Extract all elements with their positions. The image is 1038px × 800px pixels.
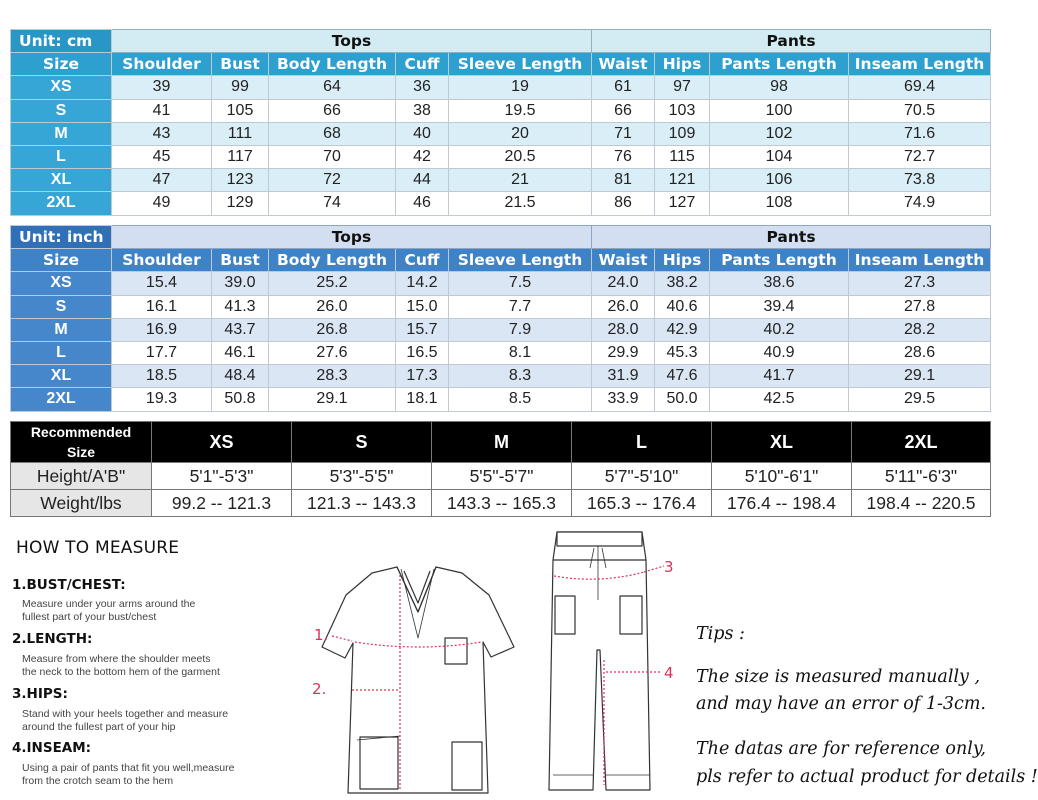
value-cell: 72	[269, 169, 396, 192]
table-row	[11, 272, 991, 295]
recommended-label-line2: Size	[66, 444, 95, 460]
tips-line: and may have an error of 1-3cm.	[696, 694, 986, 714]
column-header: Body Length	[269, 53, 396, 76]
size-cell: XL	[11, 365, 112, 388]
step-desc-line: from the crotch seam to the hem	[22, 775, 174, 787]
value-cell: 43.7	[212, 318, 269, 341]
height-label: Height/A'B"	[11, 463, 152, 490]
value-cell: 29.5	[849, 388, 991, 411]
value-cell: 42	[396, 145, 449, 168]
step-desc-line: around the fullest part of your hip	[22, 721, 176, 733]
value-cell: 74.9	[849, 192, 991, 215]
size-cell: XS	[11, 76, 112, 99]
step-inseam-description	[22, 762, 272, 788]
value-cell: 31.9	[592, 365, 655, 388]
value-cell: 71	[592, 122, 655, 145]
weight-value: 143.3 -- 165.3	[432, 490, 572, 517]
recommended-size-label	[11, 422, 152, 463]
value-cell: 76	[592, 145, 655, 168]
value-cell: 20.5	[449, 145, 592, 168]
step-hips-heading: 3.HIPS:	[12, 686, 68, 702]
value-cell: 115	[655, 145, 710, 168]
value-cell: 127	[655, 192, 710, 215]
marker-inseam: 4	[664, 664, 674, 682]
value-cell: 103	[655, 99, 710, 122]
table-row	[11, 76, 991, 99]
value-cell: 44	[396, 169, 449, 192]
value-cell: 27.8	[849, 295, 991, 318]
value-cell: 39	[112, 76, 212, 99]
column-header: Body Length	[269, 249, 396, 272]
value-cell: 29.1	[269, 388, 396, 411]
table-row	[11, 388, 991, 411]
table-row	[11, 341, 991, 364]
table-row	[11, 295, 991, 318]
column-header: Cuff	[396, 53, 449, 76]
value-cell: 41	[112, 99, 212, 122]
size-table-inch	[10, 225, 991, 412]
value-cell: 19.3	[112, 388, 212, 411]
step-hips-description	[22, 708, 272, 734]
size-cell: L	[11, 341, 112, 364]
size-cell: 2XL	[11, 388, 112, 411]
pants-group-header: Pants	[592, 30, 991, 53]
value-cell: 71.6	[849, 122, 991, 145]
value-cell: 68	[269, 122, 396, 145]
value-cell: 29.1	[849, 365, 991, 388]
value-cell: 21.5	[449, 192, 592, 215]
value-cell: 43	[112, 122, 212, 145]
value-cell: 109	[655, 122, 710, 145]
how-to-measure-title: HOW TO MEASURE	[16, 538, 180, 558]
value-cell: 8.1	[449, 341, 592, 364]
value-cell: 123	[212, 169, 269, 192]
weight-value: 176.4 -- 198.4	[712, 490, 852, 517]
height-value: 5'10"-6'1"	[712, 463, 852, 490]
value-cell: 47	[112, 169, 212, 192]
weight-value: 121.3 -- 143.3	[292, 490, 432, 517]
value-cell: 27.3	[849, 272, 991, 295]
value-cell: 47.6	[655, 365, 710, 388]
tips-line: The size is measured manually ,	[696, 667, 981, 687]
value-cell: 46.1	[212, 341, 269, 364]
value-cell: 40.9	[710, 341, 849, 364]
value-cell: 20	[449, 122, 592, 145]
table-row	[11, 192, 991, 215]
value-cell: 81	[592, 169, 655, 192]
step-desc-line: Stand with your heels together and measure	[22, 708, 229, 720]
column-header: Sleeve Length	[449, 53, 592, 76]
value-cell: 50.0	[655, 388, 710, 411]
value-cell: 15.4	[112, 272, 212, 295]
unit-label: Unit: cm	[11, 30, 112, 53]
value-cell: 27.6	[269, 341, 396, 364]
value-cell: 28.0	[592, 318, 655, 341]
table-row	[11, 122, 991, 145]
value-cell: 104	[710, 145, 849, 168]
column-header: Sleeve Length	[449, 249, 592, 272]
table-row	[11, 169, 991, 192]
step-desc-line: Measure under your arms around the	[22, 598, 196, 610]
recommended-size-header: L	[572, 422, 712, 463]
table-row	[11, 318, 991, 341]
recommended-size-header: 2XL	[852, 422, 991, 463]
scrub-top-icon	[322, 567, 514, 793]
column-header: Size	[11, 53, 112, 76]
column-header: Size	[11, 249, 112, 272]
value-cell: 16.1	[112, 295, 212, 318]
marker-hips: 3	[664, 558, 674, 576]
height-value: 5'3"-5'5"	[292, 463, 432, 490]
value-cell: 100	[710, 99, 849, 122]
value-cell: 50.8	[212, 388, 269, 411]
recommended-size-header: M	[432, 422, 572, 463]
size-cell: S	[11, 99, 112, 122]
value-cell: 19.5	[449, 99, 592, 122]
size-cell: 2XL	[11, 192, 112, 215]
value-cell: 26.0	[269, 295, 396, 318]
value-cell: 39.4	[710, 295, 849, 318]
weight-row	[11, 490, 991, 517]
height-value: 5'5"-5'7"	[432, 463, 572, 490]
value-cell: 70	[269, 145, 396, 168]
value-cell: 45	[112, 145, 212, 168]
weight-label: Weight/lbs	[11, 490, 152, 517]
size-cell: L	[11, 145, 112, 168]
value-cell: 29.9	[592, 341, 655, 364]
height-row	[11, 463, 991, 490]
column-header: Inseam Length	[849, 249, 991, 272]
value-cell: 121	[655, 169, 710, 192]
size-cell: S	[11, 295, 112, 318]
value-cell: 69.4	[849, 76, 991, 99]
column-header: Hips	[655, 249, 710, 272]
value-cell: 7.9	[449, 318, 592, 341]
height-value: 5'1"-5'3"	[152, 463, 292, 490]
value-cell: 45.3	[655, 341, 710, 364]
value-cell: 42.9	[655, 318, 710, 341]
size-cell: XS	[11, 272, 112, 295]
value-cell: 8.3	[449, 365, 592, 388]
scrub-pants-icon	[549, 532, 650, 790]
step-desc-line: the neck to the bottom hem of the garment	[22, 666, 220, 678]
value-cell: 38.2	[655, 272, 710, 295]
value-cell: 7.7	[449, 295, 592, 318]
column-header: Bust	[212, 53, 269, 76]
height-value: 5'11"-6'3"	[852, 463, 991, 490]
value-cell: 40	[396, 122, 449, 145]
tops-group-header: Tops	[112, 30, 592, 53]
size-cell: M	[11, 318, 112, 341]
value-cell: 7.5	[449, 272, 592, 295]
column-header: Cuff	[396, 249, 449, 272]
pants-group-header: Pants	[592, 226, 991, 249]
table-row	[11, 365, 991, 388]
column-header: Hips	[655, 53, 710, 76]
tops-group-header: Tops	[112, 226, 592, 249]
value-cell: 38	[396, 99, 449, 122]
value-cell: 19	[449, 76, 592, 99]
recommended-size-header: XS	[152, 422, 292, 463]
value-cell: 15.7	[396, 318, 449, 341]
step-length-heading: 2.LENGTH:	[12, 631, 93, 647]
value-cell: 41.3	[212, 295, 269, 318]
column-header: Inseam Length	[849, 53, 991, 76]
value-cell: 40.6	[655, 295, 710, 318]
tips-line: pls refer to actual product for details !	[696, 767, 1038, 787]
value-cell: 105	[212, 99, 269, 122]
value-cell: 26.8	[269, 318, 396, 341]
value-cell: 108	[710, 192, 849, 215]
value-cell: 25.2	[269, 272, 396, 295]
value-cell: 26.0	[592, 295, 655, 318]
height-value: 5'7"-5'10"	[572, 463, 712, 490]
value-cell: 36	[396, 76, 449, 99]
value-cell: 16.5	[396, 341, 449, 364]
value-cell: 17.3	[396, 365, 449, 388]
value-cell: 24.0	[592, 272, 655, 295]
marker-bust: 1.	[314, 626, 329, 644]
weight-value: 99.2 -- 121.3	[152, 490, 292, 517]
value-cell: 41.7	[710, 365, 849, 388]
value-cell: 18.5	[112, 365, 212, 388]
value-cell: 97	[655, 76, 710, 99]
weight-value: 198.4 -- 220.5	[852, 490, 991, 517]
value-cell: 42.5	[710, 388, 849, 411]
value-cell: 64	[269, 76, 396, 99]
value-cell: 40.2	[710, 318, 849, 341]
step-bust-description	[22, 598, 272, 624]
column-header: Pants Length	[710, 53, 849, 76]
value-cell: 17.7	[112, 341, 212, 364]
value-cell: 39.0	[212, 272, 269, 295]
value-cell: 106	[710, 169, 849, 192]
size-cell: XL	[11, 169, 112, 192]
table-row	[11, 145, 991, 168]
tips-title: Tips :	[696, 624, 745, 644]
step-desc-line: fullest part of your bust/chest	[22, 611, 157, 623]
garment-measure-illustration	[300, 525, 690, 797]
value-cell: 49	[112, 192, 212, 215]
value-cell: 14.2	[396, 272, 449, 295]
value-cell: 102	[710, 122, 849, 145]
value-cell: 74	[269, 192, 396, 215]
column-header: Waist	[592, 249, 655, 272]
value-cell: 21	[449, 169, 592, 192]
value-cell: 98	[710, 76, 849, 99]
value-cell: 18.1	[396, 388, 449, 411]
value-cell: 117	[212, 145, 269, 168]
value-cell: 72.7	[849, 145, 991, 168]
value-cell: 129	[212, 192, 269, 215]
value-cell: 61	[592, 76, 655, 99]
column-header: Shoulder	[112, 53, 212, 76]
column-header-row	[11, 249, 991, 272]
column-header: Pants Length	[710, 249, 849, 272]
step-bust-heading: 1.BUST/CHEST:	[12, 577, 126, 593]
step-length-description	[22, 653, 272, 679]
value-cell: 28.6	[849, 341, 991, 364]
value-cell: 66	[269, 99, 396, 122]
recommended-size-header: S	[292, 422, 432, 463]
value-cell: 73.8	[849, 169, 991, 192]
column-header: Shoulder	[112, 249, 212, 272]
size-cell: M	[11, 122, 112, 145]
column-header: Bust	[212, 249, 269, 272]
unit-label: Unit: inch	[11, 226, 112, 249]
step-desc-line: Using a pair of pants that fit you well,measure	[22, 762, 235, 774]
value-cell: 28.3	[269, 365, 396, 388]
marker-length: 2.	[312, 680, 327, 698]
value-cell: 70.5	[849, 99, 991, 122]
size-table-cm	[10, 29, 991, 216]
value-cell: 33.9	[592, 388, 655, 411]
value-cell: 111	[212, 122, 269, 145]
step-inseam-heading: 4.INSEAM:	[12, 740, 92, 756]
recommended-label-line1: Recommended	[30, 424, 132, 440]
value-cell: 99	[212, 76, 269, 99]
recommended-size-table	[10, 421, 991, 517]
value-cell: 48.4	[212, 365, 269, 388]
value-cell: 8.5	[449, 388, 592, 411]
tips-line: The datas are for reference only,	[696, 739, 986, 759]
weight-value: 165.3 -- 176.4	[572, 490, 712, 517]
table-row	[11, 99, 991, 122]
recommended-size-header: XL	[712, 422, 852, 463]
value-cell: 46	[396, 192, 449, 215]
column-header-row	[11, 53, 991, 76]
value-cell: 16.9	[112, 318, 212, 341]
value-cell: 86	[592, 192, 655, 215]
value-cell: 66	[592, 99, 655, 122]
column-header: Waist	[592, 53, 655, 76]
value-cell: 28.2	[849, 318, 991, 341]
step-desc-line: Measure from where the shoulder meets	[22, 653, 211, 665]
value-cell: 38.6	[710, 272, 849, 295]
value-cell: 15.0	[396, 295, 449, 318]
